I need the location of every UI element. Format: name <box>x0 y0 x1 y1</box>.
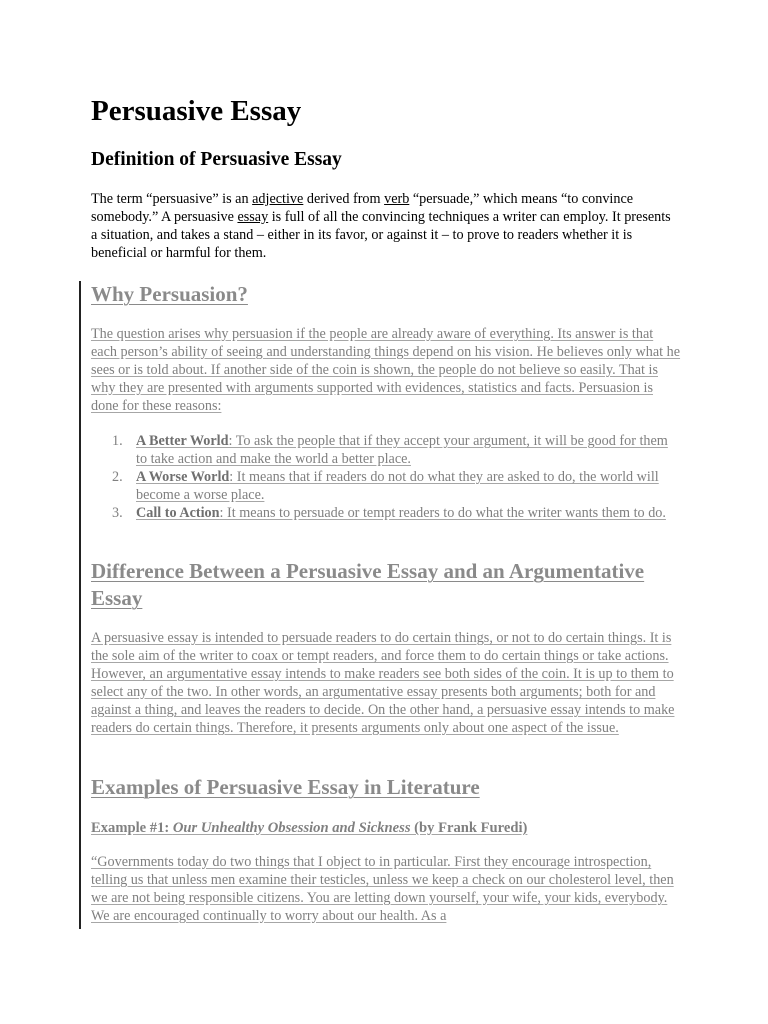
difference-paragraph: A persuasive essay is intended to persuade readers to do certain things, or not to do certain things. It is the sole aim of the writer to coax or tempt readers, and force them to do certain things or take actions. However, an argumentative essay intends to make readers see both sides of the coin. It is up to them to select any of the two. In other words, an argumentative essay presents both arguments; both for and against a thing, and leaves the readers to decide. On the other hand, a persuasive essay intends to make readers do certain things. Therefore, it presents arguments only about one aspect of the issue. <box>91 630 675 736</box>
list-number: 2. <box>112 469 123 485</box>
examples-section <box>91 774 681 925</box>
example-1-title: Our Unhealthy Obsession and Sickness <box>172 820 411 836</box>
list-item <box>91 468 681 504</box>
list-term: A Better World <box>136 433 229 449</box>
essay-link[interactable]: essay <box>237 209 269 225</box>
example-1-heading <box>91 819 681 838</box>
why-persuasion-heading: Why Persuasion? <box>91 282 248 306</box>
list-term: Call to Action <box>136 505 220 521</box>
list-number: 3. <box>112 505 123 521</box>
list-text: : It means to persuade or tempt readers to do what the writer wants them to do. <box>219 505 666 521</box>
list-item <box>91 432 681 468</box>
adjective-link[interactable]: adjective <box>252 191 304 207</box>
list-term: A Worse World <box>136 469 230 485</box>
verb-link[interactable]: verb <box>384 191 410 207</box>
definition-paragraph <box>91 190 671 262</box>
example-1-author: (by Frank Furedi) <box>410 820 528 836</box>
document-title: Persuasive Essay <box>91 95 302 127</box>
tracked-changes-bar <box>79 281 81 929</box>
definition-text-3: “persuade,” which means “to convince somebody.” A persuasive <box>91 191 634 225</box>
list-text: : It means that if readers do not do what they are asked to do, the world will become a worse place. <box>136 469 659 503</box>
definition-text-4: is full of all the convincing techniques a writer can employ. It presents a situation, and takes a stand – either in its favor, or against it – to prove to readers whether it is beneficial or harmful for them. <box>91 209 671 261</box>
examples-heading: Examples of Persuasive Essay in Literature <box>91 775 480 799</box>
list-number: 1. <box>112 433 123 449</box>
example-1-quote: “Governments today do two things that I object to in particular. First they encourage introspection, telling us that unless men examine their testicles, unless we keep a check on our cholesterol level, then we are not being responsible citizens. You are letting down yourself, your wife, your kids, everybody. We are encouraged continually to worry about our health. As a <box>91 854 674 924</box>
definition-heading: Definition of Persuasive Essay <box>91 149 342 170</box>
difference-heading: Difference Between a Persuasive Essay and an Argumentative Essay <box>91 559 645 610</box>
why-persuasion-paragraph: The question arises why persuasion if the people are already aware of everything. Its answer is that each person’s ability of seeing and understanding things depend on his vision. He believes only what he sees or is told about. If another side of the coin is shown, the people do not believe so easily. That is why they are presented with arguments supported with evidences, statistics and facts. Persuasion is done for these reasons: <box>91 326 681 414</box>
difference-section <box>91 558 681 737</box>
example-1-label: Example #1: <box>91 820 173 836</box>
definition-text-1: The term “persuasive” is an <box>91 191 253 207</box>
definition-text-2: derived from <box>303 191 385 207</box>
why-persuasion-section <box>91 281 681 522</box>
reasons-list <box>91 432 681 522</box>
list-item <box>91 504 681 522</box>
list-text: : To ask the people that if they accept your argument, it will be good for them to take action and make the world a better place. <box>136 433 668 467</box>
